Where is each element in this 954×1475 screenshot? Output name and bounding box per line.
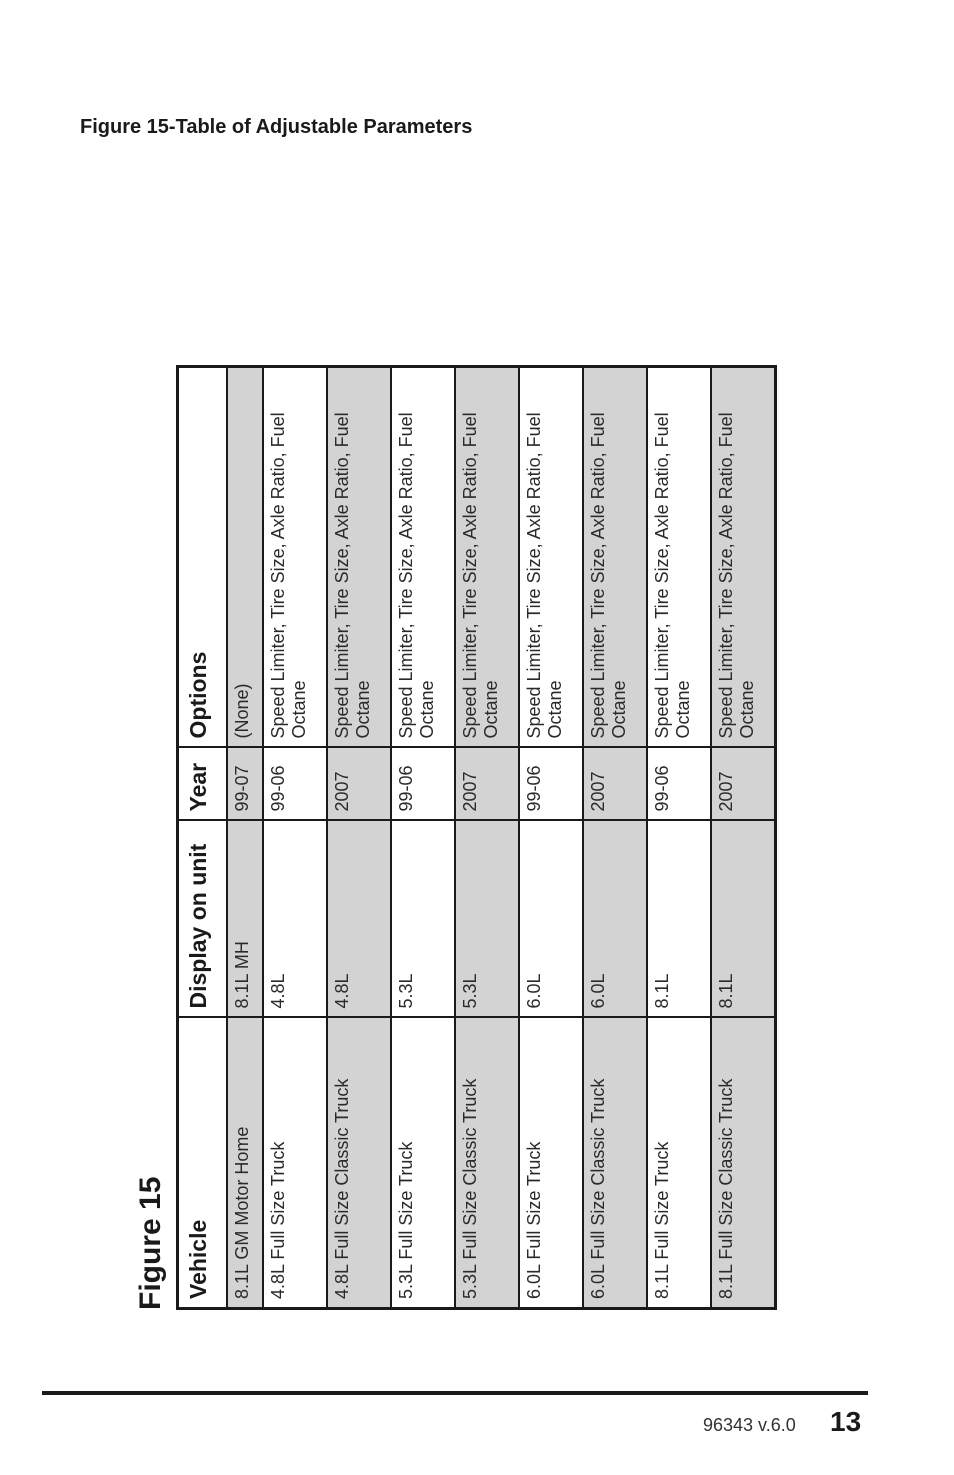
cell-display: 8.1L [711,821,776,1018]
cell-options: Speed Limiter, Tire Size, Axle Ratio, Fuel Octane [455,367,519,748]
cell-year: 99-06 [519,748,583,821]
page-number: 13 [830,1406,862,1437]
cell-display: 4.8L [263,821,327,1018]
cell-options: Speed Limiter, Tire Size, Axle Ratio, Fuel Octane [711,367,776,748]
parameters-table [176,365,777,1310]
cell-year: 2007 [455,748,519,821]
cell-year: 2007 [327,748,391,821]
header-year: Year [178,748,228,821]
page-heading-title: -Table of Adjustable Parameters [168,116,473,138]
cell-vehicle: 6.0L Full Size Truck [519,1018,583,1309]
cell-vehicle: 6.0L Full Size Classic Truck [583,1018,647,1309]
cell-options: Speed Limiter, Tire Size, Axle Ratio, Fuel Octane [583,367,647,748]
table-row [711,367,776,1309]
cell-vehicle: 5.3L Full Size Truck [391,1018,455,1309]
cell-vehicle: 4.8L Full Size Classic Truck [327,1018,391,1309]
table-row [227,367,263,1309]
cell-options: Speed Limiter, Tire Size, Axle Ratio, Fuel Octane [647,367,711,748]
footer-divider [42,1391,868,1395]
table-row [647,367,711,1309]
cell-vehicle: 8.1L GM Motor Home [227,1018,263,1309]
table-row [519,367,583,1309]
cell-year: 99-06 [391,748,455,821]
cell-year: 99-06 [263,748,327,821]
table-row [455,367,519,1309]
figure-label: Figure 15 [134,1176,167,1310]
cell-options: (None) [227,367,263,748]
table-header-row [178,367,228,1309]
cell-options: Speed Limiter, Tire Size, Axle Ratio, Fuel Octane [263,367,327,748]
header-display-on-unit: Display on unit [178,821,228,1018]
cell-display: 5.3L [455,821,519,1018]
cell-display: 6.0L [583,821,647,1018]
cell-options: Speed Limiter, Tire Size, Axle Ratio, Fuel Octane [519,367,583,748]
table-row [583,367,647,1309]
cell-options: Speed Limiter, Tire Size, Axle Ratio, Fuel Octane [391,367,455,748]
cell-options: Speed Limiter, Tire Size, Axle Ratio, Fuel Octane [327,367,391,748]
cell-display: 6.0L [519,821,583,1018]
table-row [391,367,455,1309]
cell-display: 8.1L [647,821,711,1018]
header-vehicle: Vehicle [178,1018,228,1309]
table-row [327,367,391,1309]
cell-vehicle: 5.3L Full Size Classic Truck [455,1018,519,1309]
cell-vehicle: 4.8L Full Size Truck [263,1018,327,1309]
cell-display: 4.8L [327,821,391,1018]
cell-year: 2007 [583,748,647,821]
cell-vehicle: 8.1L Full Size Truck [647,1018,711,1309]
cell-year: 99-07 [227,748,263,821]
cell-year: 99-06 [647,748,711,821]
cell-year: 2007 [711,748,776,821]
page-heading-figure: Figure 15 [80,116,169,138]
cell-vehicle: 8.1L Full Size Classic Truck [711,1018,776,1309]
cell-display: 5.3L [391,821,455,1018]
table-row [263,367,327,1309]
header-options: Options [178,367,228,748]
cell-display: 8.1L MH [227,821,263,1018]
document-code: 96343 v.6.0 [703,1415,796,1435]
page-heading [80,116,472,139]
rotated-figure [126,368,757,1310]
